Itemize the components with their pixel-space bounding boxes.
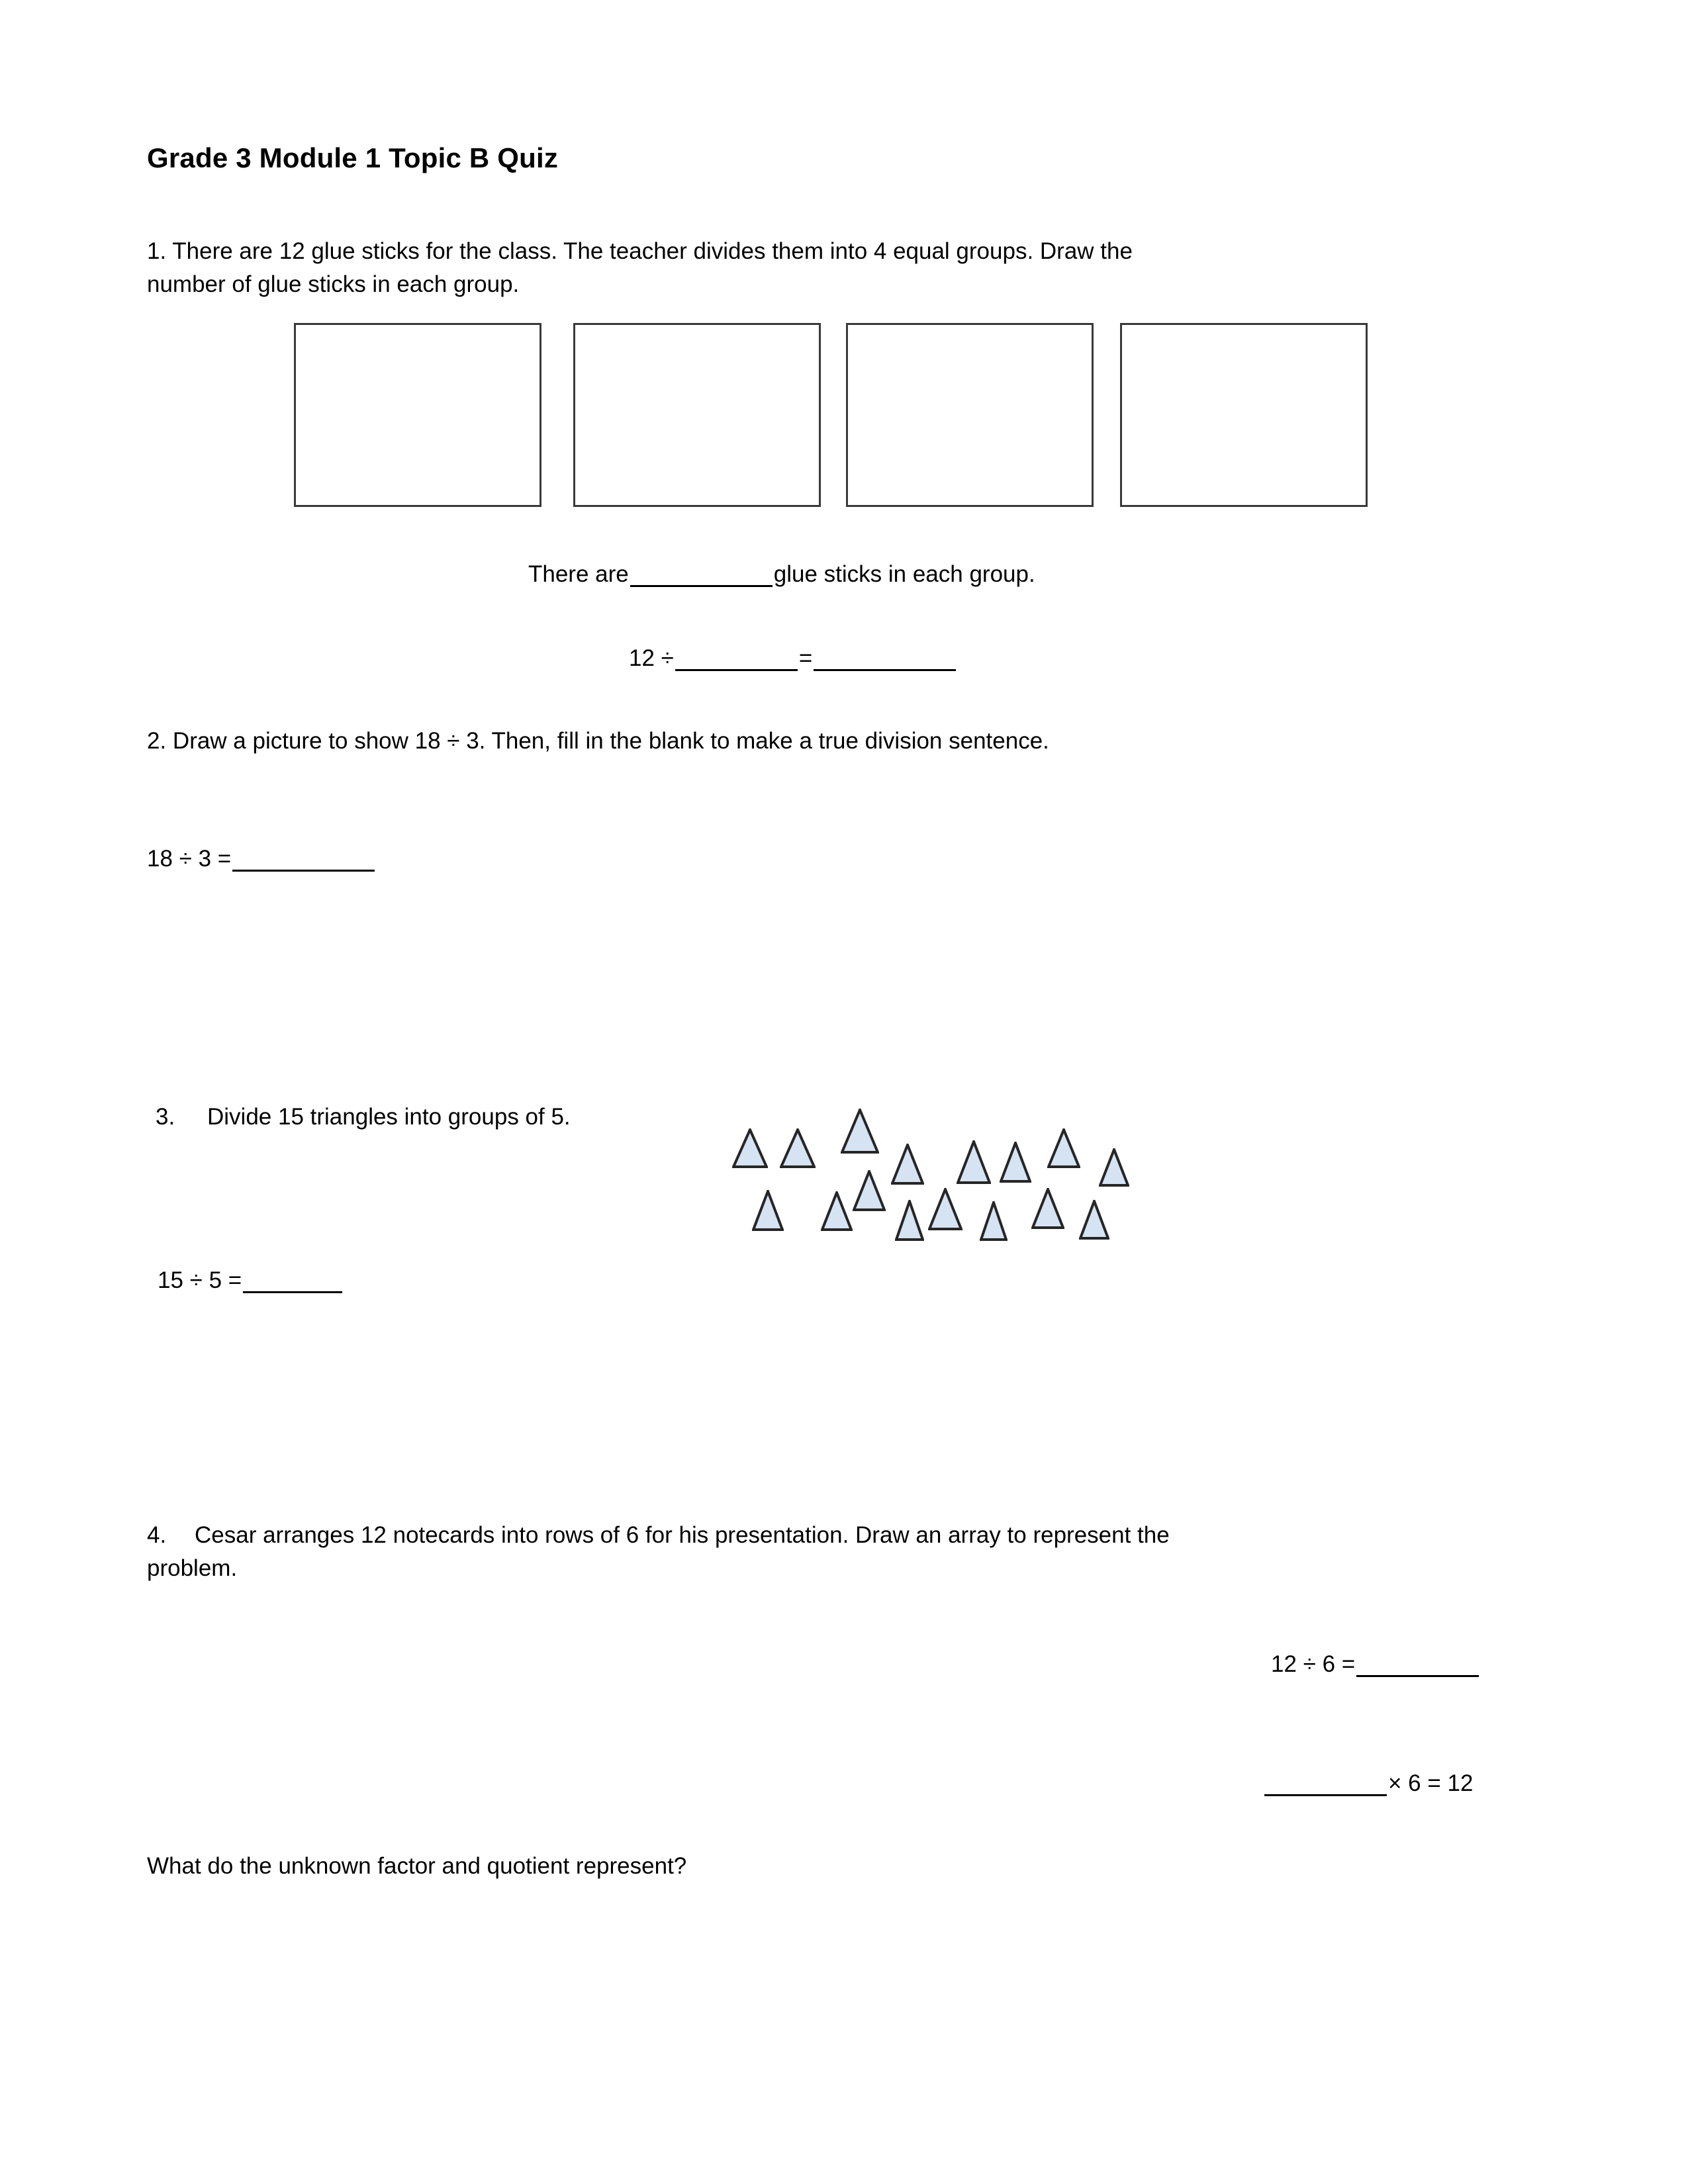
question-4-follow-up: What do the unknown factor and quotient represent? xyxy=(147,1853,687,1879)
question-2-equation xyxy=(147,846,376,872)
triangle-shape xyxy=(1031,1188,1064,1229)
triangle-shape xyxy=(1079,1200,1109,1240)
question-1-sentence-prefix: There are xyxy=(528,561,629,587)
triangle-cluster xyxy=(722,1095,1304,1294)
draw-box-1[interactable] xyxy=(294,323,541,507)
question-3-prompt xyxy=(156,1104,571,1130)
question-1-prompt xyxy=(147,235,1444,300)
triangle-shape xyxy=(980,1201,1008,1241)
question-1-equation xyxy=(629,645,957,672)
triangle-shape xyxy=(1099,1148,1129,1187)
question-3-equation-prefix: 15 ÷ 5 = xyxy=(158,1267,242,1293)
question-4-prompt xyxy=(147,1519,1431,1584)
question-2-prompt xyxy=(147,725,1431,758)
question-2-equation-blank[interactable] xyxy=(232,870,375,872)
question-4-equation-2-blank[interactable] xyxy=(1264,1794,1387,1796)
question-3-number: 3. xyxy=(156,1104,175,1130)
page-title: Grade 3 Module 1 Topic B Quiz xyxy=(147,142,559,173)
question-4-equation-2 xyxy=(1263,1770,1473,1797)
triangle-shape xyxy=(732,1128,768,1168)
question-4-equation-1-prefix: 12 ÷ 6 = xyxy=(1271,1651,1356,1677)
question-1-sentence-blank[interactable] xyxy=(630,585,773,587)
question-1-answer-sentence xyxy=(528,561,1035,588)
question-1-prompt-line-2: number of glue sticks in each group. xyxy=(147,271,520,297)
question-1-sentence-suffix: glue sticks in each group. xyxy=(773,561,1035,587)
question-2-prompt-text: 2. Draw a picture to show 18 ÷ 3. Then, fill in the blank to make a true division sentence. xyxy=(147,728,1049,754)
triangle-shape xyxy=(928,1188,962,1230)
triangle-shape xyxy=(1047,1128,1080,1168)
triangle-shape xyxy=(752,1190,784,1231)
question-3-equation xyxy=(158,1267,344,1294)
question-4-equation-1-blank[interactable] xyxy=(1356,1675,1479,1677)
draw-box-4[interactable] xyxy=(1120,323,1368,507)
triangle-shape xyxy=(891,1144,924,1185)
triangle-shape xyxy=(853,1170,886,1211)
question-1-box-row xyxy=(0,323,1688,522)
question-4-number: 4. xyxy=(147,1522,167,1548)
question-1-equation-equals: = xyxy=(798,645,813,671)
triangle-shape xyxy=(841,1109,879,1154)
question-2-equation-prefix: 18 ÷ 3 = xyxy=(147,846,232,872)
question-4-prompt-line-1 xyxy=(147,1519,1431,1552)
question-3-equation-blank[interactable] xyxy=(243,1291,342,1293)
triangle-shape xyxy=(1000,1142,1031,1183)
triangle-shape xyxy=(780,1128,816,1168)
question-4-equation-2-suffix: × 6 = 12 xyxy=(1388,1770,1474,1796)
triangle-shape xyxy=(821,1191,853,1231)
question-4-equation-1 xyxy=(1271,1651,1480,1678)
question-1-prompt-line-1: 1. There are 12 glue sticks for the class. The teacher divides them into 4 equal groups. Draw the xyxy=(147,238,1133,264)
triangle-shape xyxy=(957,1140,991,1184)
question-1-equation-prefix: 12 ÷ xyxy=(629,645,674,671)
draw-box-2[interactable] xyxy=(573,323,821,507)
question-1-equation-blank-1[interactable] xyxy=(675,669,798,671)
question-4-prompt-text-1: Cesar arranges 12 notecards into rows of 6 for his presentation. Draw an array to represent the xyxy=(195,1522,1170,1548)
question-1-equation-blank-2[interactable] xyxy=(814,669,956,671)
draw-box-3[interactable] xyxy=(846,323,1094,507)
triangle-shape xyxy=(895,1200,924,1241)
question-4-prompt-line-2: problem. xyxy=(147,1555,238,1581)
question-3-prompt-text: Divide 15 triangles into groups of 5. xyxy=(207,1104,571,1130)
